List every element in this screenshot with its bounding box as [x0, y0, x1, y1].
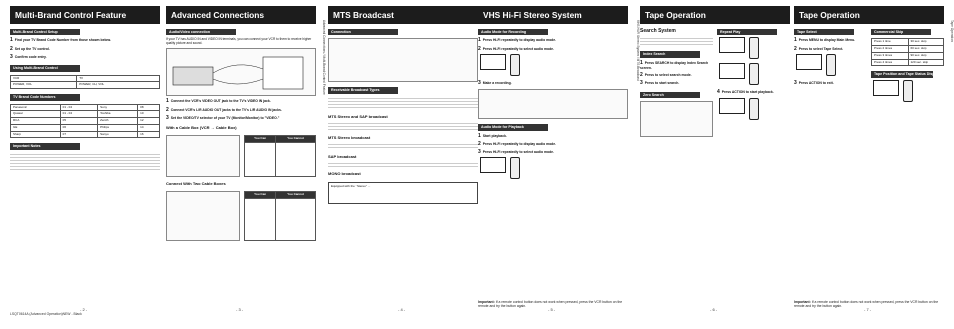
skip-row: Press 4 times 120 sec. skip: [872, 59, 944, 66]
skip-row: Press 3 times 90 sec. skip: [872, 52, 944, 59]
page-title: Tape Operation: [794, 6, 944, 24]
page-tape-op-1: [640, 6, 790, 310]
page-mts: [328, 6, 478, 310]
remote-icon-2: [903, 80, 913, 102]
mts-diagram: [328, 38, 478, 82]
code-row: GE 06 Philips 14: [11, 124, 160, 131]
play-step-2: 2 Press Hi-Fi repeatedly to display audio mode.: [478, 140, 557, 147]
page-number: - 7 -: [864, 307, 872, 312]
two-box-diagram: [166, 191, 240, 241]
step-1: 1 Find your TV Brand Code Number from those shown below.: [10, 37, 111, 44]
sap-broadcast: SAP broadcast: [328, 153, 357, 159]
record-diagram: [478, 89, 628, 119]
remote-icon-2: [749, 63, 759, 85]
important-note-text: [10, 152, 160, 172]
page-number: - 4 -: [398, 307, 406, 312]
step-3: 3 Make a recording.: [478, 79, 512, 86]
zero-screen: [719, 98, 745, 114]
section-playback: Audio Mode for Playback: [478, 124, 548, 130]
section-recording: Audio Mode for Recording: [478, 29, 548, 35]
section-using: Using Multi-Brand Control: [10, 65, 80, 71]
mono-broadcast: MONO broadcast: [328, 170, 361, 176]
tv-shape: [263, 57, 303, 89]
with-cable-box-title: With a Cable Box (VCR → Cable Box): [166, 125, 237, 131]
repeat-screen: [719, 37, 745, 53]
skip-row: Press 1 time 30 sec. skip: [872, 39, 944, 46]
step-2: 2 Set up the TV control.: [10, 45, 50, 52]
mts-text: [328, 121, 478, 131]
section-tape-pos: Tape Position and Tape Status Display: [871, 71, 933, 77]
connection-svg: [167, 49, 315, 97]
play-step-1: 1 Start playback.: [478, 132, 507, 139]
important-footnote: Important: If a remote control button does not work when pressed, press the VCR button on the remote and try the button again.: [478, 300, 623, 309]
page-tape-op-2: [794, 6, 944, 310]
page-number: - 6 -: [710, 307, 718, 312]
page-number: - 5 -: [548, 307, 556, 312]
section-av: Audio/Video connection: [166, 29, 236, 35]
section-repeat: Repeat Play: [717, 29, 777, 35]
tape-pos-screen: [873, 80, 899, 96]
step-3: 3 Set the VIDEO/TV selector of your TV (Monitor/Monitor) to "VIDEO.": [166, 114, 280, 121]
section-tape-select: Tape Select: [794, 29, 854, 35]
important-footnote-2: Important: If a remote control button does not work when pressed, press the VCR button on the remote and try the button again.: [794, 300, 939, 309]
code-row: Panasonic 01 - 04 Sony 08: [11, 104, 160, 111]
step-3: 3 Press to start search.: [640, 80, 680, 87]
receivable-text: [328, 96, 478, 110]
side-tab: VHS Hi-Fi Stereo System / MTS Broadcast: [636, 20, 640, 81]
page-title: Tape Operation: [640, 6, 790, 24]
page-advanced-connections: [166, 6, 316, 310]
two-cable-boxes-title: Connect With Two Cable Boxes: [166, 181, 226, 187]
remote-icon: [749, 37, 759, 59]
step-2: 2 Press Hi-Fi repeatedly to select audio mode.: [478, 45, 555, 52]
section-receivable: Receivable Broadcast Types: [328, 87, 398, 93]
step-1: 1 Press SEARCH to display Index Search screen.: [640, 59, 709, 70]
you-can-table: You Can You Cannot: [244, 135, 316, 177]
stereo-note-box: Equipped with the ‘‘Stereo’’ ...: [328, 182, 478, 204]
page-title: Multi-Brand Control Feature: [10, 6, 160, 24]
intro-text: If your TV has AUDIO IN and VIDEO IN terminals, you can connect your VCR to them to receive higher quality picture and sound.: [166, 37, 312, 46]
mts-stereo-sap: MTS Stereo and SAP broadcast: [328, 113, 388, 119]
sap-text: [328, 161, 478, 167]
side-tab: Tape Operation: [950, 20, 954, 42]
page-hifi: [478, 6, 628, 310]
section-important: Important Notes: [10, 143, 80, 149]
page-title: Advanced Connections: [166, 6, 316, 24]
step-2: 2 Connect VCR's L/R AUDIO OUT jacks to the TV's L/R AUDIO IN jacks.: [166, 106, 282, 113]
play-step-3: 3 Press Hi-Fi repeatedly to select audio mode.: [478, 149, 555, 156]
skip-row: Press 2 times 60 sec. skip: [872, 46, 944, 53]
menu-screen: [796, 54, 822, 70]
step-4: 4 Press ACTION to start playback.: [717, 89, 774, 96]
play-screen: [480, 157, 506, 173]
cable-shape: [213, 65, 263, 84]
you-can-table-2: You Can You Cannot: [244, 191, 316, 241]
section-connection: Connection: [328, 29, 398, 35]
footer-code: LSQT0614A (Advanced Operation)NEW - Black: [10, 312, 82, 316]
section-zero: Zero Search: [640, 92, 700, 98]
section-index: Index Search: [640, 51, 700, 57]
cable-box-diagram: [166, 135, 240, 177]
mts-stereo: MTS Stereo broadcast: [328, 134, 371, 140]
stereo-text: [328, 142, 478, 150]
step-1: 1 Connect the VCR's VIDEO OUT jack to the TV's VIDEO IN jack.: [166, 98, 271, 105]
function-table: VCR TV POWER, VOL POWER, CH, VOL: [10, 75, 160, 90]
page-title: MTS Broadcast: [328, 6, 478, 24]
connection-diagram: [166, 48, 316, 96]
page-title: VHS Hi-Fi Stereo System: [478, 6, 628, 24]
section-cm-skip: Commercial Skip: [871, 29, 931, 35]
section-setup: Multi-Brand Control Setup: [10, 29, 80, 35]
page-number: - 2 -: [80, 307, 88, 312]
zero-diagram: [640, 101, 713, 137]
code-row: RCA 05 Zenith 12: [11, 118, 160, 125]
remote-icon: [510, 54, 520, 76]
section-codes: TV Brand Code Numbers: [10, 94, 80, 100]
step-2: 2 Press to select Tape Select.: [794, 45, 844, 52]
step-2: 2 Press to select search mode.: [640, 72, 692, 79]
step-1: 1 Press Hi-Fi repeatedly to display audio mode.: [478, 37, 557, 44]
remote-icon-2: [510, 157, 520, 179]
repeat-screen-2: [719, 63, 745, 79]
step-1: 1 Press MENU to display Main Menu.: [794, 37, 856, 44]
search-title: Search System: [640, 28, 676, 34]
codes-table: [10, 104, 160, 139]
side-tab: Advanced Connections / Multi-Brand Control Feature: [322, 20, 326, 95]
step-3: 3 Press ACTION to exit.: [794, 79, 834, 86]
skip-table: [871, 38, 944, 66]
remote-icon-3: [749, 98, 759, 120]
audio-screen: [480, 54, 506, 70]
page-number: - 3 -: [236, 307, 244, 312]
remote-icon: [826, 54, 836, 76]
code-row: Sharp 07 Sanyo 16: [11, 131, 160, 138]
page-multi-brand: [10, 6, 160, 310]
search-intro: [640, 36, 713, 46]
step-3: 3 Confirm code entry.: [10, 53, 47, 60]
vcr-shape: [173, 67, 213, 85]
code-row: Quasar 01 - 04 Toshiba 10: [11, 111, 160, 118]
